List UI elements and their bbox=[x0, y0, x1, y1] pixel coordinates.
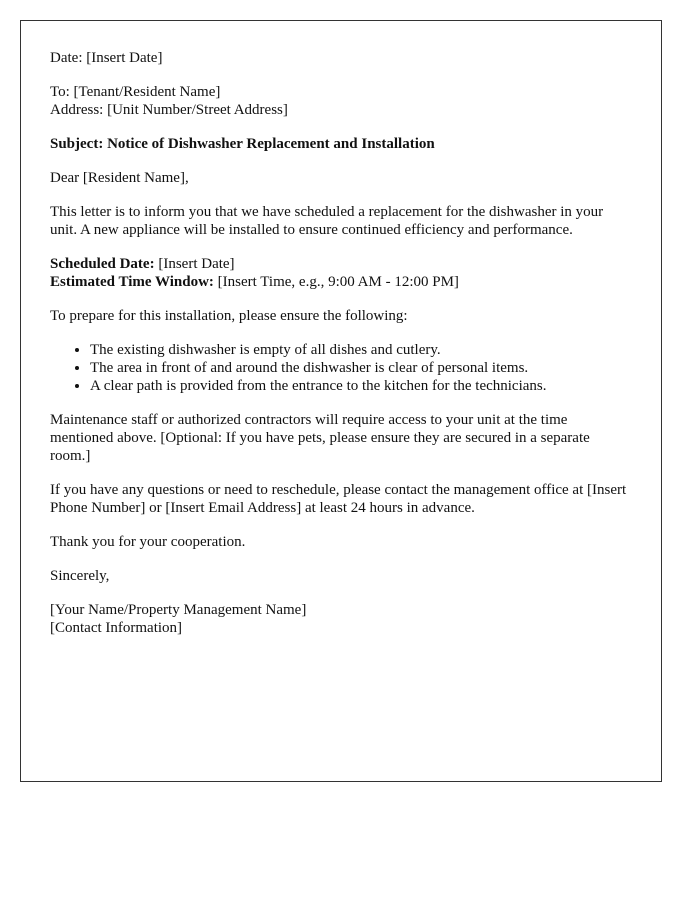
schedule-block bbox=[50, 255, 631, 291]
list-item: • The area in front of and around the dishwasher is clear of personal items. bbox=[90, 359, 631, 377]
to-line: To: [Tenant/Resident Name] bbox=[50, 84, 221, 100]
signature-block bbox=[50, 601, 631, 637]
address-line: Address: [Unit Number/Street Address] bbox=[50, 102, 288, 118]
signature-contact: [Contact Information] bbox=[50, 620, 183, 636]
scheduled-date-label: Scheduled Date: bbox=[50, 256, 155, 272]
scheduled-date-value: [Insert Date] bbox=[154, 256, 235, 272]
access-paragraph: Maintenance staff or authorized contractors will require access to your unit at the time mentioned above. [Optional: If you have pets, please ensure they are secured in a separate room.] bbox=[50, 412, 590, 464]
letter-body bbox=[50, 49, 631, 653]
date-line: Date: [Insert Date] bbox=[50, 50, 163, 66]
list-item: • A clear path is provided from the entrance to the kitchen for the technicians. bbox=[90, 377, 631, 395]
closing-line: Sincerely, bbox=[50, 568, 110, 584]
thanks-line: Thank you for your cooperation. bbox=[50, 534, 246, 550]
subject-text: Subject: Notice of Dishwasher Replacement and Installation bbox=[50, 136, 435, 152]
list-item: • The existing dishwasher is empty of all dishes and cutlery. bbox=[90, 341, 631, 359]
signature-name: [Your Name/Property Management Name] bbox=[50, 602, 307, 618]
intro-paragraph: This letter is to inform you that we have scheduled a replacement for the dishwasher in your unit. A new appliance will be installed to ensure continued efficiency and performance. bbox=[50, 204, 604, 238]
recipient-block bbox=[50, 83, 631, 119]
time-window-value: [Insert Time, e.g., 9:00 AM - 12:00 PM] bbox=[213, 274, 459, 290]
letter-container bbox=[20, 20, 662, 782]
time-window-label: Estimated Time Window: bbox=[50, 274, 214, 290]
prepare-intro: To prepare for this installation, please ensure the following: bbox=[50, 308, 408, 324]
subject-line bbox=[50, 135, 631, 153]
prepare-list bbox=[50, 341, 631, 395]
salutation: Dear [Resident Name], bbox=[50, 170, 189, 186]
contact-paragraph: If you have any questions or need to reschedule, please contact the management office at [Insert Phone Number] or [Insert Email Address] at least 24 hours in advance. bbox=[50, 482, 627, 516]
